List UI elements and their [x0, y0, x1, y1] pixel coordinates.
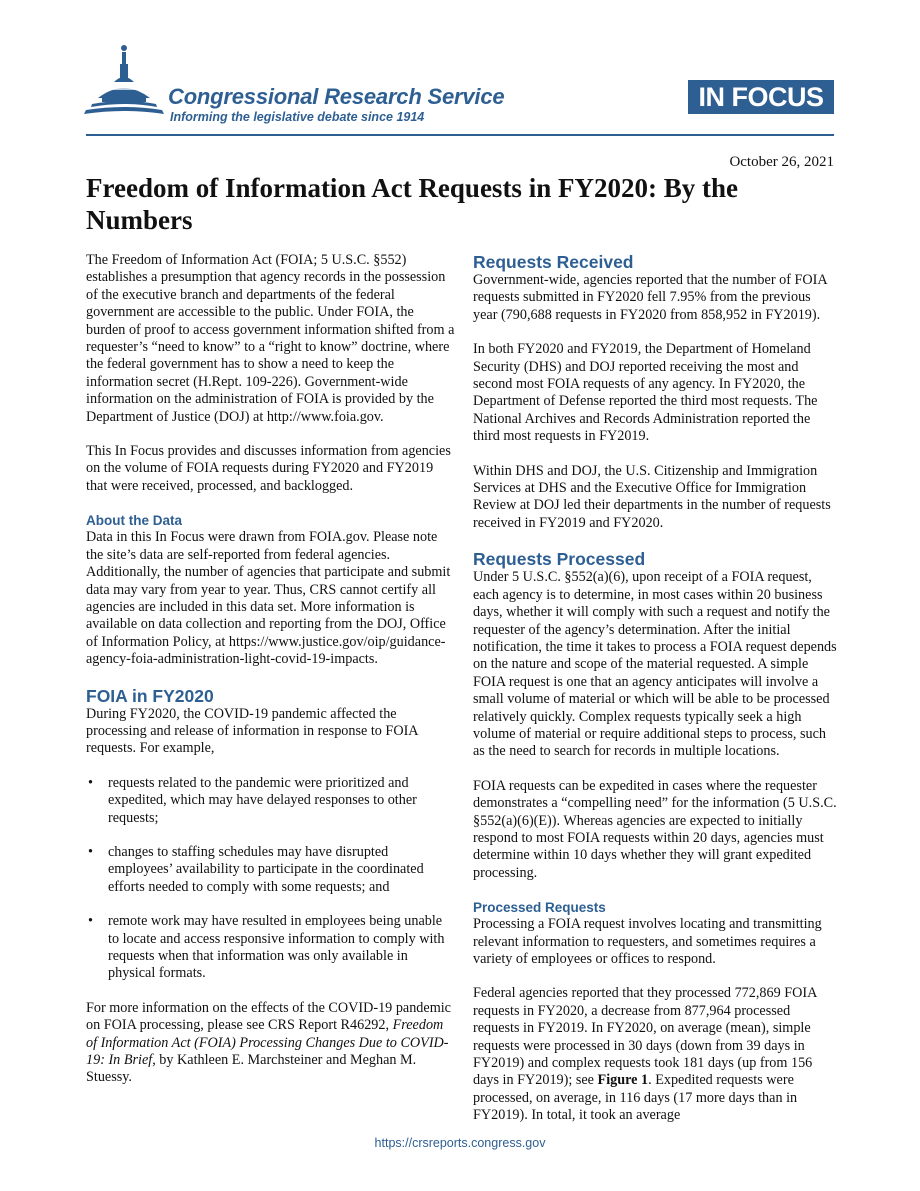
processed-requests-paragraph-2: Federal agencies reported that they processed 772,869 FOIA requests in FY2020, a decrease from 877,964 processed requests in FY2019. In FY2020, on average (mean), simple requests were processed in 30 days (down from 39 days in FY2019) and complex requests took 181 days (up from 156 days in FY2019); see Figure 1. Expedited requests were processed, on average, in 116 days (17 more days than in FY2019). In total, it took an average [473, 985, 817, 1124]
about-data-heading: About the Data [86, 513, 182, 529]
processed-requests-paragraph-1: Processing a FOIA request involves locating and transmitting relevant information to requesters, and sometimes requires a variety of employees or offices to respond. [473, 916, 822, 967]
received-paragraph-3: Within DHS and DOJ, the U.S. Citizenship and Immigration Services at DHS and the Executive Office for Immigration Review at DOJ led their departments in the number of requests received in FY2019 and FY2020. [473, 462, 831, 531]
intro-paragraph: The Freedom of Information Act (FOIA; 5 U.S.C. §552) establishes a presumption that agency records in the possession of the executive branch and departments of the federal government are accessible to the public. Under FOIA, the burden of proof to access government information shifted from a requester’s “need to know” to a “right to know” doctrine, where the federal government has to show a need to keep the information secret (H.Rept. 109-226). Government-wide information on the administration of FOIA is provided by the Department of Justice (DOJ) at http://www.foia.gov. [86, 252, 455, 425]
org-name: Congressional Research Service [168, 84, 505, 109]
publication-date: October 26, 2021 [729, 154, 834, 170]
header-divider [86, 134, 834, 136]
figure-reference: Figure 1 [597, 1072, 649, 1089]
processed-requests-subheading: Processed Requests [473, 900, 606, 916]
capitol-dome-logo [84, 38, 166, 122]
footer-url[interactable]: https://crsreports.congress.gov [374, 1136, 546, 1150]
covid-effects-list [86, 775, 456, 983]
about-data-paragraph: Data in this In Focus were drawn from FOIA.gov. Please note the site’s data are self-reported from federal agencies. Additionally, the number of agencies that participate and submit data may vary from year to year. Thus, CRS cannot certify all agencies are included in this data set. More information is available on data collection and reporting from the DOJ, Office of Information Policy, at https://www.justice.gov/oip/guidance-agency-foia-administration-light-covid-19-impacts. [86, 529, 451, 668]
received-paragraph-1: Government-wide, agencies reported that the number of FOIA requests submitted in FY2020 fell 7.95% from the previous year (790,688 requests in FY2020 from 858,952 in FY2019). [473, 272, 827, 323]
org-tagline: Informing the legislative debate since 1914 [170, 110, 425, 124]
processed-paragraph-1: Under 5 U.S.C. §552(a)(6), upon receipt of a FOIA request, each agency is to determine, in most cases within 20 business days, whether it will comply with such a request and notify the requester of the agency’s determination. After the initial notification, the time it takes to process a FOIA request depends on the nature and scope of the material requested. A simple FOIA request is one that an agency anticipates will involve a small volume of material or which will be able to be processed relatively quickly. Complex requests typically seek a high volume of material or require additional steps to process, such as the need to search for records in multiple locations. [473, 569, 837, 760]
in-focus-badge: IN FOCUS [688, 80, 834, 114]
list-item: • requests related to the pandemic were prioritized and expedited, which may have delayed responses to other requests; [88, 774, 417, 826]
foia-fy2020-paragraph: During FY2020, the COVID-19 pandemic affected the processing and release of information in response to FOIA requests. For example, [86, 705, 418, 757]
page-header [0, 0, 920, 140]
bullet-icon: • [88, 913, 93, 930]
received-paragraph-2: In both FY2020 and FY2019, the Department of Homeland Security (DHS) and DOJ reported receiving the most and second most FOIA requests of any agency. In FY2020, the Department of Defense reported the third most requests. The National Archives and Records Administration reported the third most requests in FY2019. [473, 341, 818, 445]
report-title: Freedom of Information Act (FOIA) Processing Changes Due to COVID-19: In Brief [86, 1017, 449, 1069]
more-info-paragraph: For more information on the effects of the COVID-19 pandemic on FOIA processing, please see CRS Report R46292, Freedom of Information Act (FOIA) Processing Changes Due to COVID-19: In Brief, by Kathleen E. Marchsteiner and Meghan M. Stuessy. [86, 999, 451, 1086]
scope-paragraph: This In Focus provides and discusses information from agencies on the volume of FOIA requests during FY2020 and FY2019 that were received, processed, and backlogged. [86, 443, 451, 494]
requests-processed-heading: Requests Processed [473, 549, 646, 570]
list-item: • changes to staffing schedules may have disrupted employees’ availability to participate in the coordinated efforts needed to comply with some requests; and [88, 843, 424, 895]
requests-received-heading: Requests Received [473, 252, 634, 272]
page-title: Freedom of Information Act Requests in FY2020: By the Numbers [86, 173, 738, 235]
left-column [86, 252, 456, 1104]
bullet-icon: • [88, 774, 93, 791]
right-column [473, 252, 837, 1142]
bullet-icon: • [88, 843, 93, 860]
processed-paragraph-2: FOIA requests can be expedited in cases where the requester demonstrates a “compelling need” for the information (5 U.S.C. §552(a)(6)(E)). Whereas agencies are expected to initially respond to most FOIA requests within 20 days, agencies must determine within 10 days whether they will grant expedited processing. [473, 777, 837, 881]
list-item: • remote work may have resulted in employees being unable to locate and access responsive information to comply with requests when that information was only available in physical formats. [88, 913, 445, 982]
foia-fy2020-heading: FOIA in FY2020 [86, 685, 214, 706]
